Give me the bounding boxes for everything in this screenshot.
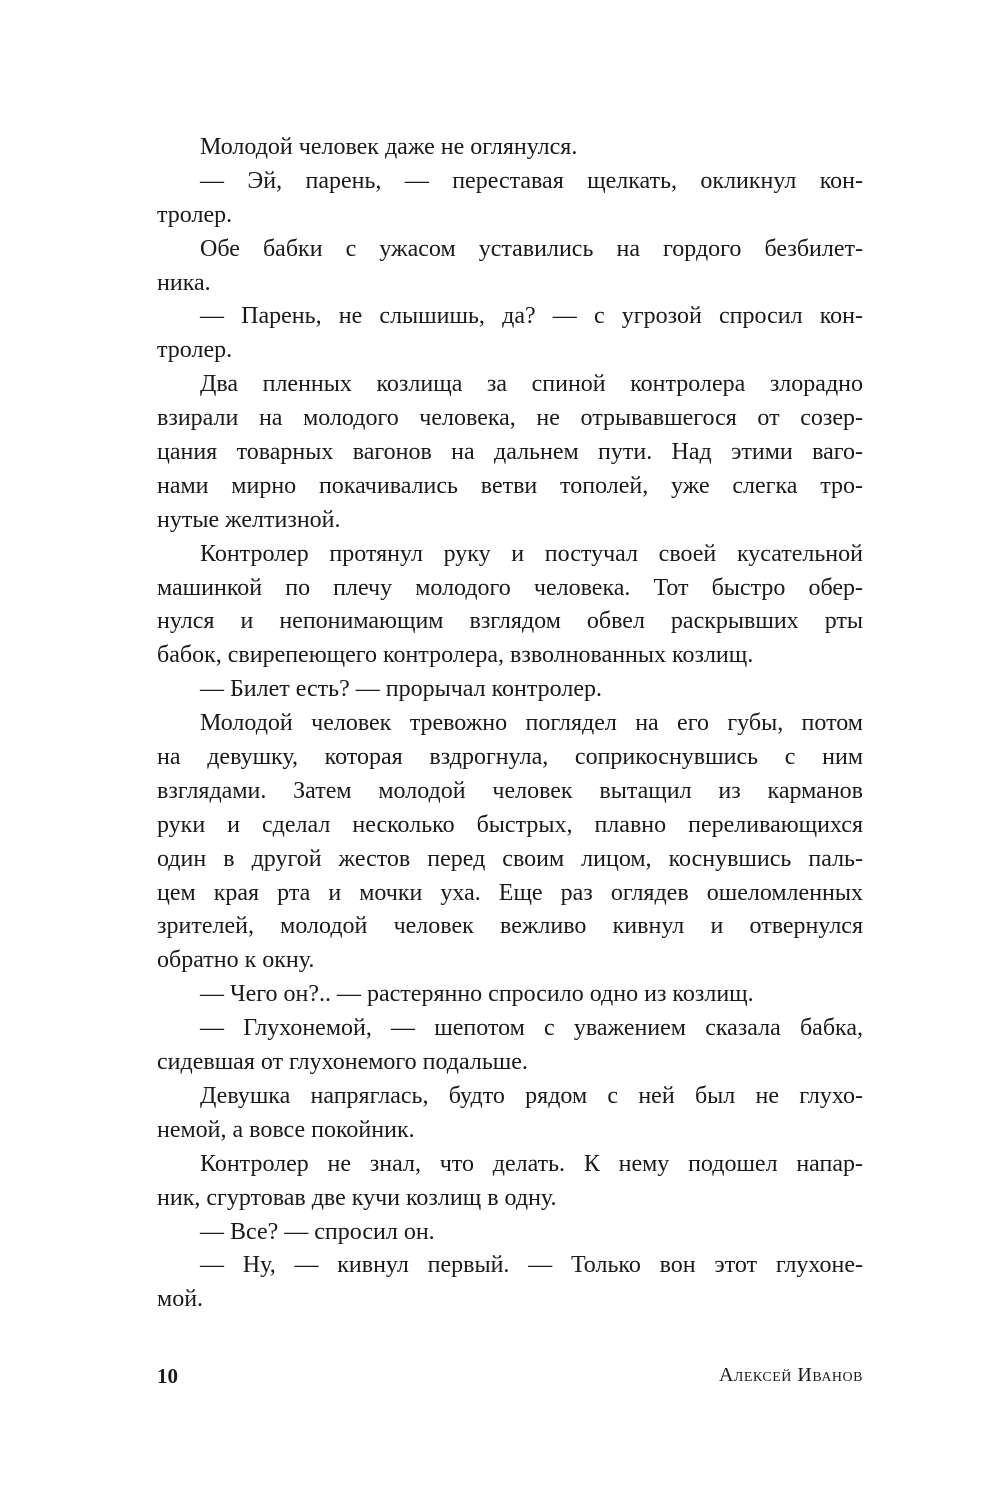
text-line: — Парень, не слышишь, да? — с угрозой спросил кон- [200,303,863,330]
page-footer [157,1364,863,1394]
text-line: мой. [157,1286,204,1313]
text-line: взглядами. Затем молодой человек вытащил из карманов [157,777,863,804]
text-line: взирали на молодого человека, не отрывавшегося от созер- [157,405,863,432]
text-line: нами мирно покачивались ветви тополей, уже слегка тро- [157,472,863,499]
text-line: ника. [157,269,211,296]
text-line: цем края рта и мочки уха. Еще раз оглядев ошеломленных [157,879,863,906]
text-line: ник, сгуртовав две кучи козлищ в одну. [157,1184,557,1211]
text-line: Контролер не знал, что делать. К нему подошел напар- [200,1150,863,1177]
page-number: 10 [157,1364,178,1388]
text-line: — Ну, — кивнул первый. — Только вон этот глухоне- [200,1252,863,1279]
text-line: Контролер протянул руку и постучал своей кусательной [200,540,863,567]
text-line: немой, а вовсе покойник. [157,1116,415,1143]
text-line: — Билет есть? — прорычал контролер. [200,676,602,703]
running-footer-author: Алексей Иванов [718,1364,863,1386]
text-line: — Глухонемой, — шепотом с уважением сказала бабка, [200,1015,863,1042]
text-line: Девушка напряглась, будто рядом с ней был не глухо- [200,1082,863,1109]
text-line: Молодой человек даже не оглянулся. [200,134,578,160]
text-line: цания товарных вагонов на дальнем пути. Над этими ваго- [157,439,863,466]
text-line: зрителей, молодой человек вежливо кивнул и отвернулся [157,913,863,940]
text-line: на девушку, которая вздрогнула, соприкоснувшись с ним [157,744,863,771]
text-line: тролер. [157,337,233,364]
text-line: — Эй, парень, — переставая щелкать, окликнул кон- [200,167,863,194]
text-line: бабок, свирепеющего контролера, взволнованных козлищ. [157,642,754,669]
text-line: руки и сделал несколько быстрых, плавно переливающихся [157,811,863,838]
text-line: тролер. [157,201,233,228]
text-line: машинкой по плечу молодого человека. Тот быстро обер- [157,574,863,601]
text-line: нутые желтизной. [157,506,341,533]
text-line: — Все? — спросил он. [200,1218,435,1245]
text-line: Обе бабки с ужасом уставились на гордого безбилет- [200,235,863,262]
text-line: обратно к окну. [157,947,315,974]
text-line: Молодой человек тревожно поглядел на его губы, потом [200,710,863,737]
text-line: нулся и непонимающим взглядом обвел раскрывших рты [157,608,863,635]
text-line: один в другой жестов перед своим лицом, коснувшись паль- [157,845,863,872]
body-text [157,131,863,1317]
text-line: Два пленных козлища за спиной контролера злорадно [200,371,863,398]
text-line: сидевшая от глухонемого подальше. [157,1049,528,1076]
text-line: — Чего он?.. — растерянно спросило одно из козлищ. [200,981,754,1008]
